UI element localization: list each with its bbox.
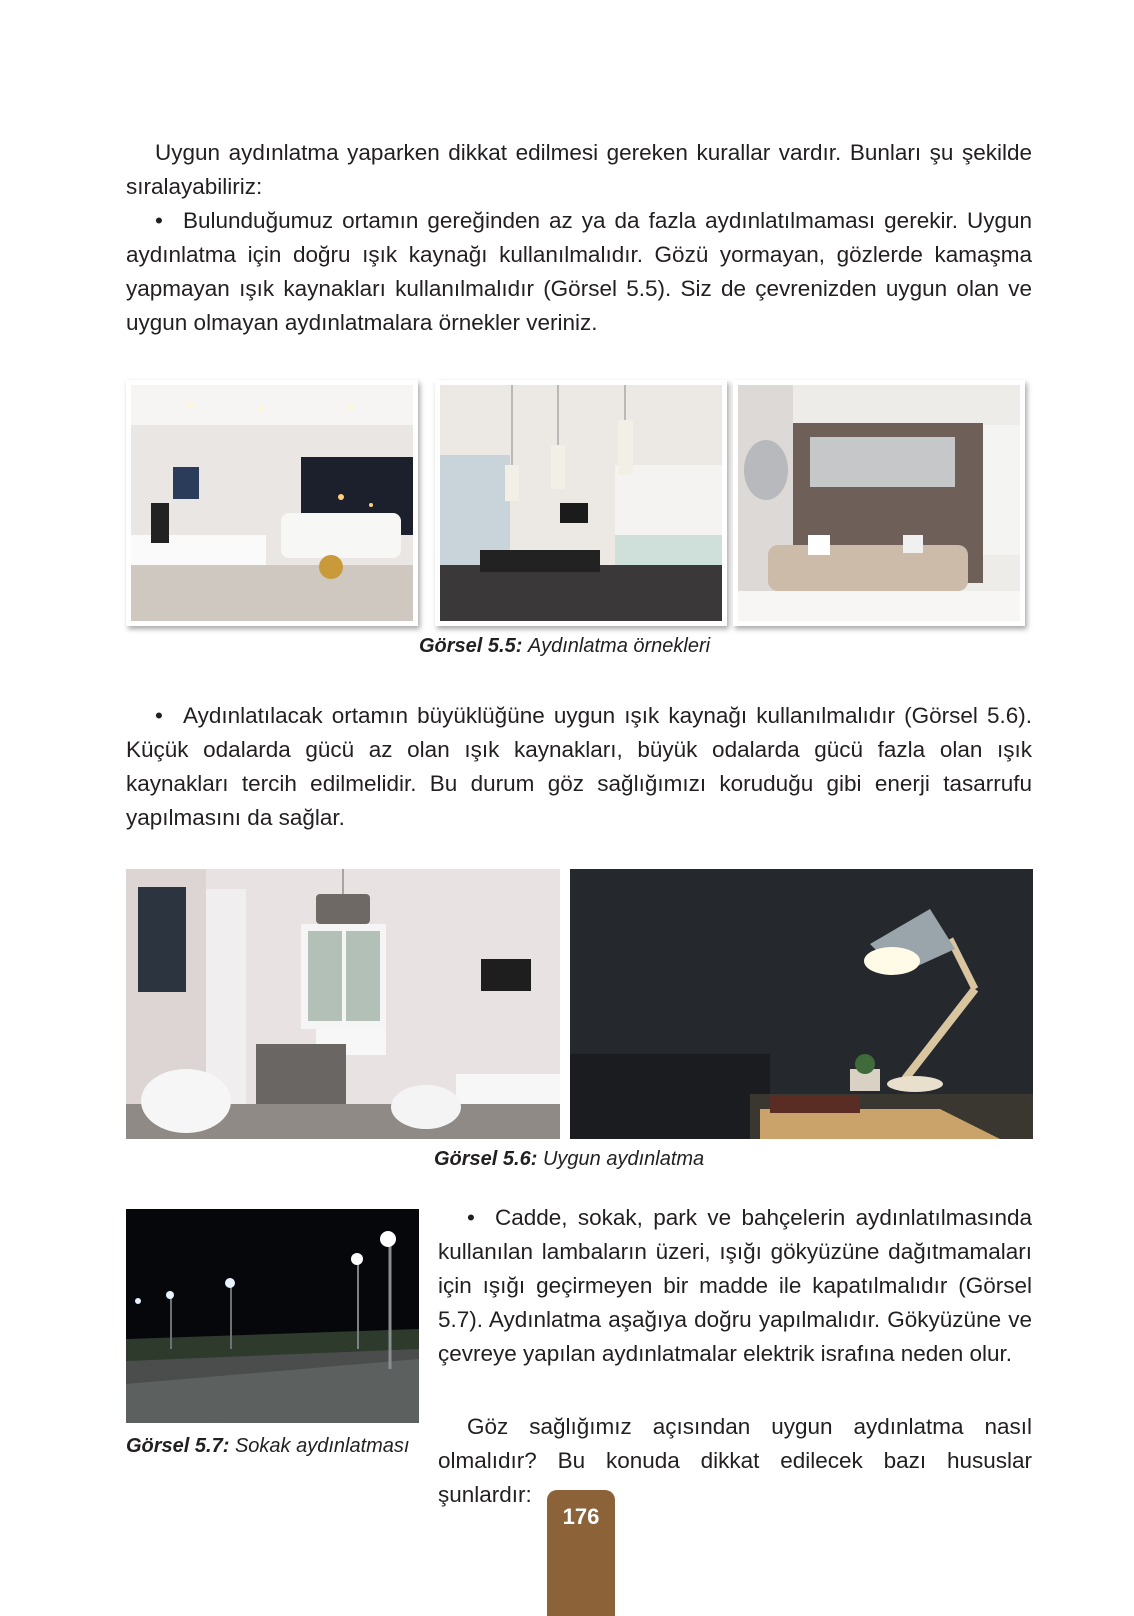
bullet-paragraph-1 xyxy=(126,204,1032,340)
bullet-text: Aydınlatılacak ortamın büyüklüğüne uygun ışık kaynağı kullanılmalıdır (Görsel 5.6). Küçük odalarda gücü az olan ışık kaynakları, büyük odalarda gücü fazla olan ışık kaynakları tercih edilmelidir. Bu durum göz sağlığımızı koruduğu gibi enerji tasarrufu yapılmasını da sağlar. xyxy=(126,703,1032,830)
kitchen-pendant-photo xyxy=(435,380,727,626)
bullet-paragraph-3 xyxy=(438,1201,1032,1371)
figure-5-6-caption xyxy=(434,1147,704,1171)
figure-5-7-caption xyxy=(126,1434,409,1458)
figure-label: Görsel 5.5: xyxy=(419,635,523,657)
figure-5-5-caption xyxy=(419,634,710,658)
figure-label: Görsel 5.7: xyxy=(126,1435,230,1457)
bullet-paragraph-2 xyxy=(126,699,1032,835)
bullet-text: Bulunduğumuz ortamın gereğinden az ya da fazla aydınlatılmaması gerekir. Uygun aydınlatma için doğru ışık kaynağı kullanılmalıdır. Gözü yormayan, gözlerde kamaşma yapmayan ışık kaynakları kullanılmalıdır (Görsel 5.5). Siz de çevrenizden uygun olan ve uygun olmayan aydınlatmalara örnekler veriniz. xyxy=(126,208,1032,335)
figure-caption-text: Sokak aydınlatması xyxy=(234,1435,410,1457)
living-room-photo xyxy=(126,380,418,626)
street-lighting-photo xyxy=(126,1209,419,1423)
figure-caption-text: Aydınlatma örnekleri xyxy=(527,635,711,657)
figure-caption-text: Uygun aydınlatma xyxy=(542,1148,705,1170)
bullet-mark: • xyxy=(155,703,163,728)
bullet-text: Cadde, sokak, park ve bahçelerin aydınlatılmasında kullanılan lambaların üzeri, ışığı gökyüzüne dağıtmamaları için ışığı geçirmeyen bir madde ile kapatılmalıdır (Görsel 5.7). Aydınlatma aşağıya doğru yapılmalıdır. Gökyüzüne ve çevreye yapılan aydınlatmalar elektrik israfına neden olur. xyxy=(438,1205,1032,1366)
desk-lamp-photo xyxy=(570,869,1033,1139)
intro-paragraph: Uygun aydınlatma yaparken dikkat edilmesi gereken kurallar vardır. Bunları şu şekilde sıralayabiliriz: xyxy=(126,140,1032,199)
bullet-mark: • xyxy=(467,1205,475,1230)
page-number-tab xyxy=(547,1490,615,1616)
bullet-mark: • xyxy=(155,208,163,233)
page-number: 176 xyxy=(562,1504,600,1529)
figure-label: Görsel 5.6: xyxy=(434,1148,538,1170)
bright-room-photo xyxy=(126,869,560,1139)
lounge-sofa-photo xyxy=(733,380,1025,626)
closing-paragraph: Göz sağlığımız açısından uygun aydınlatma nasıl olmalıdır? Bu konuda dikkat edilecek bazı hususlar şunlardır: xyxy=(438,1414,1032,1507)
